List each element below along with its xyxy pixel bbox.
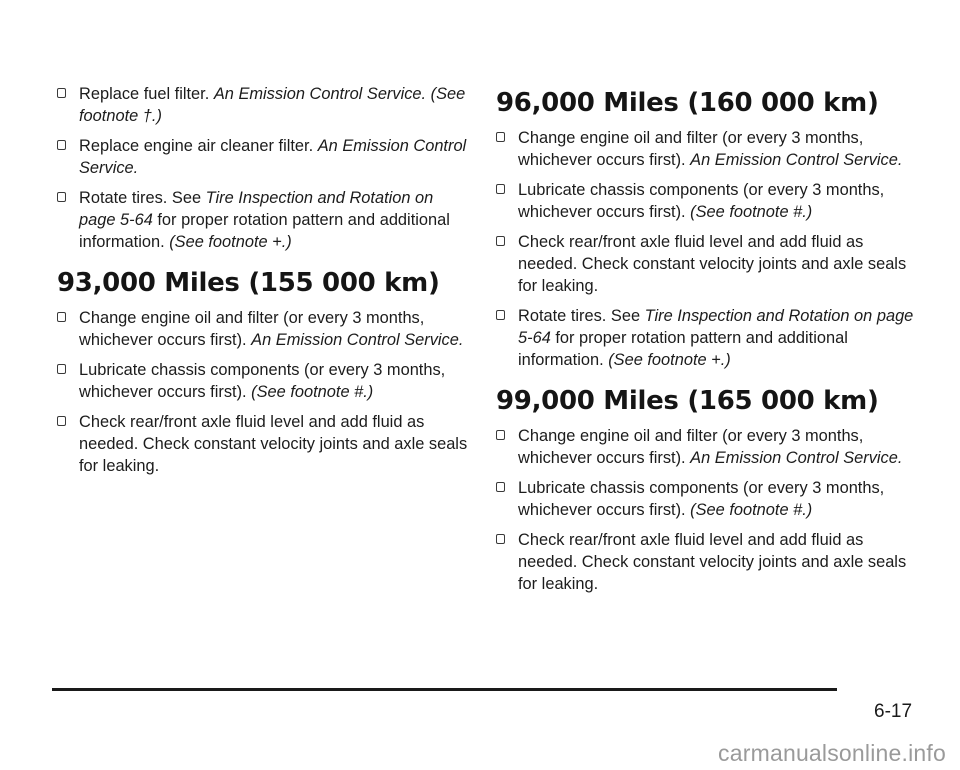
checkbox-icon	[496, 184, 505, 194]
item-note: An Emission Control Service.	[690, 449, 903, 467]
item-text: Check rear/front axle fluid level and add fluid as needed. Check constant velocity joints and axle seals for leaking.	[518, 531, 907, 593]
list-item	[496, 529, 926, 595]
left-column	[57, 83, 472, 485]
item-note: (See footnote +.)	[608, 351, 731, 369]
watermark: carmanualsonline.info	[718, 740, 946, 766]
list-item	[57, 83, 472, 127]
list-item	[57, 135, 472, 179]
item-note: (See footnote #.)	[690, 203, 813, 221]
item-note: An Emission Control Service.	[251, 331, 464, 349]
footer-rule	[52, 688, 837, 691]
checklist-96000	[496, 127, 926, 371]
checkbox-icon	[496, 482, 505, 492]
item-text: Replace engine air cleaner filter.	[79, 137, 318, 155]
item-note: An Emission Control Service.	[690, 151, 903, 169]
item-text: for proper rotation pattern and additional information.	[518, 329, 848, 369]
item-text: Lubricate chassis components (or every 3 months, whichever occurs first).	[79, 361, 446, 401]
list-item	[496, 231, 926, 297]
section-heading-93000: 93,000 Miles (155 000 km)	[57, 268, 440, 298]
item-text: Rotate tires. See	[79, 189, 206, 207]
checkbox-icon	[57, 192, 66, 202]
item-note: An Emission Control Service. (See footnote †.)	[79, 85, 466, 125]
item-note: (See footnote #.)	[251, 383, 374, 401]
item-text: Change engine oil and filter (or every 3 months, whichever occurs first).	[79, 309, 425, 349]
item-text: Check rear/front axle fluid level and add fluid as needed. Check constant velocity joints and axle seals for leaking.	[79, 413, 468, 475]
checkbox-icon	[57, 312, 66, 322]
checkbox-icon	[496, 430, 505, 440]
item-text: Change engine oil and filter (or every 3 months, whichever occurs first).	[518, 427, 864, 467]
item-reference: Tire Inspection and Rotation on page 5-64	[518, 307, 914, 347]
list-item	[57, 187, 472, 253]
list-item	[496, 179, 926, 223]
item-note: An Emission Control Service.	[79, 137, 467, 177]
section-heading-99000: 99,000 Miles (165 000 km)	[496, 386, 879, 416]
checklist-top	[57, 83, 472, 253]
checkbox-icon	[496, 534, 505, 544]
item-text: Replace fuel filter.	[79, 85, 214, 103]
item-text: Rotate tires. See	[518, 307, 645, 325]
item-note: (See footnote +.)	[169, 233, 292, 251]
section-heading-96000: 96,000 Miles (160 000 km)	[496, 88, 879, 118]
checkbox-icon	[57, 140, 66, 150]
list-item	[496, 127, 926, 171]
checkbox-icon	[57, 364, 66, 374]
item-text: Lubricate chassis components (or every 3 months, whichever occurs first).	[518, 479, 885, 519]
right-column	[496, 87, 926, 603]
page-number: 6-17	[874, 701, 913, 722]
item-text: Lubricate chassis components (or every 3 months, whichever occurs first).	[518, 181, 885, 221]
item-text: Check rear/front axle fluid level and add fluid as needed. Check constant velocity joints and axle seals for leaking.	[518, 233, 907, 295]
item-note: (See footnote #.)	[690, 501, 813, 519]
item-text: for proper rotation pattern and additional information.	[79, 211, 450, 251]
checkbox-icon	[496, 132, 505, 142]
checkbox-icon	[57, 416, 66, 426]
list-item	[57, 411, 472, 477]
item-text: Change engine oil and filter (or every 3 months, whichever occurs first).	[518, 129, 864, 169]
list-item	[57, 359, 472, 403]
list-item	[496, 425, 926, 469]
item-reference: Tire Inspection and Rotation on page 5-64	[79, 189, 434, 229]
checklist-93000	[57, 307, 472, 477]
checklist-99000	[496, 425, 926, 595]
checkbox-icon	[57, 88, 66, 98]
checkbox-icon	[496, 236, 505, 246]
list-item	[496, 305, 926, 371]
list-item	[496, 477, 926, 521]
checkbox-icon	[496, 310, 505, 320]
list-item	[57, 307, 472, 351]
